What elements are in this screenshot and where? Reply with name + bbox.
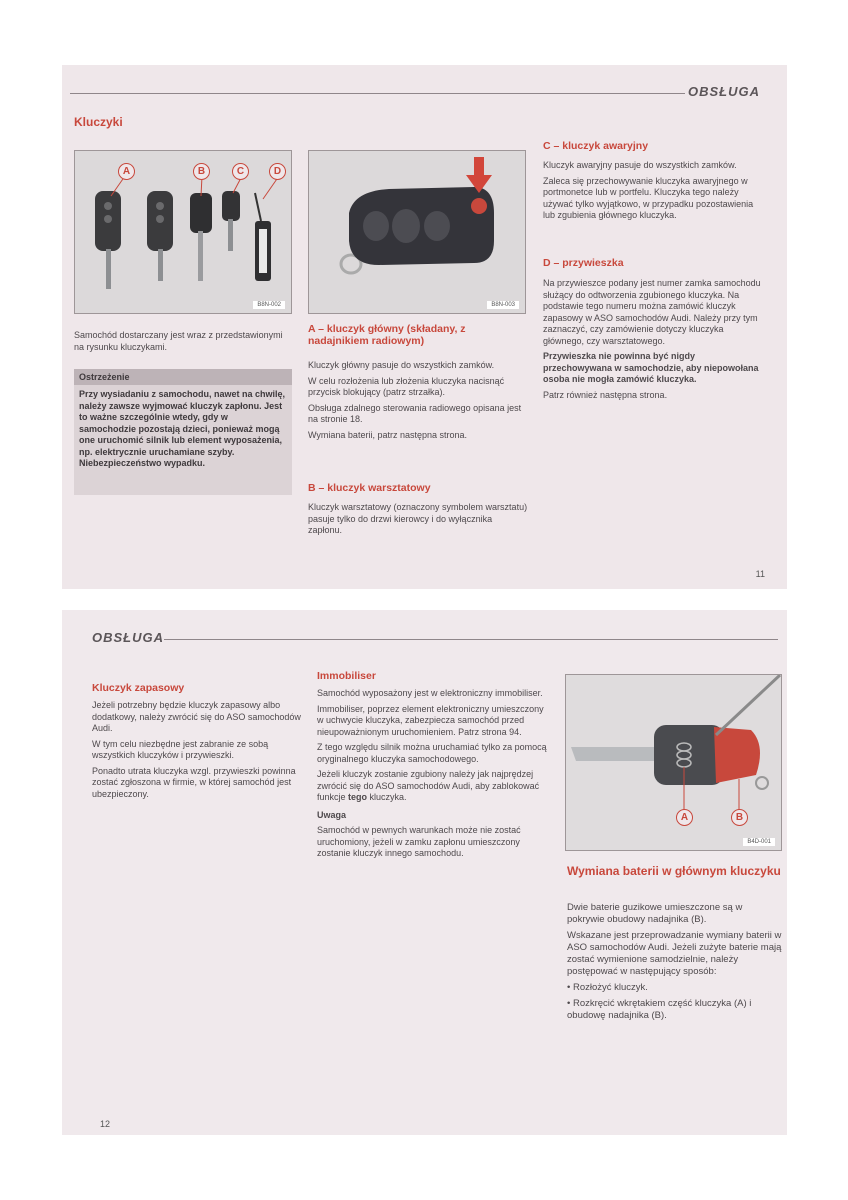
- keys-photo: [74, 150, 292, 314]
- paragraph: Obsługa zdalnego sterowania radiowego opisana jest na stronie 18.: [308, 402, 522, 424]
- paragraph: W tym celu niezbędne jest zabranie ze sobą wszystkich kluczyków i przywieszki.: [92, 738, 269, 760]
- page-number: 11: [755, 569, 765, 579]
- section-header: OBSŁUGA: [92, 630, 164, 645]
- section-a-title: A – kluczyk główny (składany, z nadajnikiem radiowym): [308, 323, 466, 347]
- paragraph: Kluczyk awaryjny pasuje do wszystkich zamków.: [543, 160, 737, 170]
- paragraph: Zaleca się przechowywanie kluczyka awaryjnego w portmonetce lub w portfelu. Kluczyka tego należy używać tylko wyjątkowo, w przypadku pozostawienia lub zgubienia głównego kluczyka.: [543, 175, 754, 220]
- intro-text: [74, 330, 292, 357]
- callout-a: A: [118, 163, 135, 180]
- callout-b: B: [731, 809, 748, 826]
- section-c-title: C – kluczyk awaryjny: [543, 140, 649, 152]
- image-code: B8N-003: [487, 301, 519, 309]
- paragraph: Samochód w pewnych warunkach może nie zostać uruchomiony, jeżeli w zamku zapłonu umieszczony zostanie kluczyk innego samochodu.: [317, 825, 521, 858]
- paragraph: Immobiliser, poprzez element elektroniczny umieszczony w uchwycie kluczyka, zabezpiecza samochód przed nieupoważnionym uruchomieniem. Patrz strona 94.: [317, 703, 544, 737]
- warning-box: [74, 369, 292, 495]
- section-header: OBSŁUGA: [688, 84, 760, 99]
- callout-b: B: [193, 163, 210, 180]
- immobiliser-text: [317, 688, 549, 864]
- header-rule: [164, 639, 778, 640]
- paragraph: Ponadto utrata kluczyka wzgl. przywieszki powinna zostać zgłoszona w firmie, w której samochód jest ubezpieczony.: [92, 765, 296, 799]
- spare-key-text: [92, 700, 302, 804]
- paragraph: Na przywieszce podany jest numer zamka samochodu służący do odtworzenia zgubionego kluczyka. Na podstawie tego numeru można zamówić kluczyk zapasowy w ASO samochodów Audi. Należy przy tym zaznaczyć, czy zamówienie dotyczy kluczyka głównego, czy warsztatowego.: [543, 278, 761, 346]
- bullet-item: • Rozłożyć kluczyk.: [567, 982, 648, 993]
- paragraph: Kluczyk główny pasuje do wszystkich zamków.: [308, 360, 495, 370]
- manual-page-11: [62, 65, 787, 589]
- keys-illustration: [75, 151, 291, 313]
- warning-text: Przy wysiadaniu z samochodu, nawet na chwilę, należy zawsze wyjmować kluczyk zapłonu. Jest to ważne szczególnie wtedy, gdy w samochodzie pozostają dzieci, ponieważ mogą one uruchomić silnik lub element wyposażenia, np. elektrycznie uruchamiane szyby. Niebezpieczeństwo wypadku.: [79, 389, 286, 468]
- paragraph: W celu rozłożenia lub złożenia kluczyka nacisnąć przycisk blokujący (patrz strzałka).: [308, 375, 505, 397]
- paragraph: Wskazane jest przeprowadzanie wymiany baterii w ASO samochodów Audi. Jeżeli zużyte baterie mają zostać wymienione samodzielnie, należy postępować w następujący sposób:: [567, 930, 782, 977]
- warning-title: Ostrzeżenie: [74, 369, 292, 385]
- section-c-text: [543, 160, 763, 226]
- text-span-bold: tego: [348, 792, 368, 802]
- paragraph: Kluczyk warsztatowy (oznaczony symbolem warsztatu) pasuje tylko do drzwi kierowcy i do wyłącznika zapłonu.: [308, 502, 528, 535]
- section-b-text: [308, 502, 528, 541]
- image-code: B8N-002: [253, 301, 285, 309]
- section-d-title: D – przywieszka: [543, 257, 624, 269]
- callout-d: D: [269, 163, 286, 180]
- paragraph-bold: Przywieszka nie powinna być nigdy przechowywana w samochodzie, aby niepowołana osoba nie mogła zamówić kluczyka.: [543, 351, 759, 384]
- manual-page-12: [62, 610, 787, 1135]
- battery-text: [567, 902, 782, 1026]
- bullet-text: Rozłożyć kluczyk.: [572, 982, 648, 993]
- callout-c: C: [232, 163, 249, 180]
- section-b-title: B – kluczyk warsztatowy: [308, 482, 431, 494]
- note-title: Uwaga: [317, 809, 347, 820]
- callout-a: A: [676, 809, 693, 826]
- paragraph: Z tego względu silnik można uruchamiać tylko za pomocą oryginalnego kluczyka samochodowego.: [317, 742, 547, 764]
- paragraph: Wymiana baterii, patrz następna strona.: [308, 429, 467, 440]
- battery-title: Wymiana baterii w głównym kluczyku: [567, 864, 781, 878]
- bullet-item: • Rozkręcić wkrętakiem część kluczyka (A) i obudowę nadajnika (B).: [567, 998, 752, 1021]
- section-a-text: [308, 360, 528, 445]
- main-key-photo: [308, 150, 526, 314]
- text-span: kluczyka.: [367, 792, 407, 802]
- text-span: Jeżeli kluczyk zostanie zgubiony należy jak najprędzej zwrócić się do ASO samochodów Audi, aby zablokować funkcje: [317, 769, 540, 802]
- image-code: B4D-001: [743, 838, 775, 846]
- header-rule: [70, 93, 685, 94]
- key-battery-illustration: [566, 675, 781, 850]
- paragraph: Patrz również następna strona.: [543, 389, 668, 400]
- spare-key-title: Kluczyk zapasowy: [92, 682, 185, 694]
- intro-paragraph: Samochód dostarczany jest wraz z przedstawionymi na rysunku kluczykami.: [74, 330, 283, 352]
- paragraph: Samochód wyposażony jest w elektroniczny immobiliser.: [317, 688, 543, 698]
- battery-key-photo: [565, 674, 782, 851]
- paragraph: Jeżeli potrzebny będzie kluczyk zapasowy albo dodatkowy, należy zwrócić się do ASO samochodów Audi.: [92, 700, 301, 733]
- bullet-text: Rozkręcić wkrętakiem część kluczyka (A) i obudowę nadajnika (B).: [567, 998, 752, 1021]
- immobiliser-title: Immobiliser: [317, 670, 376, 682]
- paragraph: [317, 769, 549, 804]
- folding-key-illustration: [309, 151, 525, 313]
- page-number: 12: [100, 1119, 111, 1129]
- paragraph: Dwie baterie guzikowe umieszczone są w pokrywie obudowy nadajnika (B).: [567, 902, 743, 925]
- page-title: Kluczyki: [74, 115, 123, 129]
- section-d-text: [543, 278, 763, 405]
